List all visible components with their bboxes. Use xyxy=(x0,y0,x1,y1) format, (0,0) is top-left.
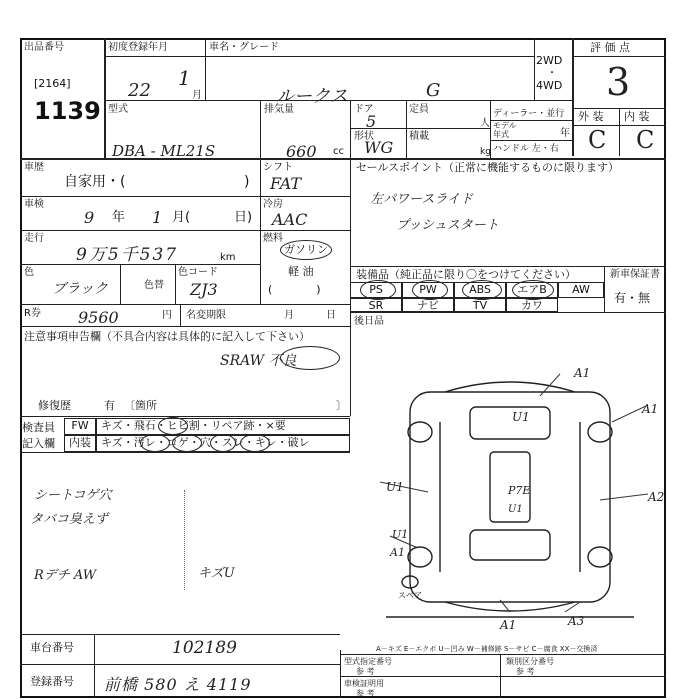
ref-label-2: 参 考 xyxy=(516,667,535,676)
center-mark: P7E xyxy=(508,484,531,497)
mark-a1-top: A1 xyxy=(574,366,591,380)
int-items: キズ・汚レ・コゲ・穴・スレ・キレ・破レ xyxy=(96,435,350,452)
month-label: 月 xyxy=(284,310,294,321)
shift-label: シフト xyxy=(263,162,293,173)
recycle-label: R券 xyxy=(24,308,41,319)
handle-label: ハンドル 左・右 xyxy=(493,144,559,154)
mark-u1-left: U1 xyxy=(386,480,404,494)
history-close: ) xyxy=(244,174,250,190)
divider xyxy=(490,140,572,141)
legend: A－キズ E－エクボ U－凹み W－補修跡 S－サビ C－腐食 XX－交換済 xyxy=(376,645,598,653)
divider xyxy=(350,312,666,313)
divider xyxy=(350,100,351,158)
equip-navi: ナビ xyxy=(402,298,454,312)
color-change-label: 色替 xyxy=(144,280,164,291)
inspection-year-unit: 年 xyxy=(112,210,126,225)
new-car-label: 新車保証書 xyxy=(610,269,660,280)
airbag-circle xyxy=(512,280,554,300)
equip-pw: PW xyxy=(402,282,454,298)
mark-a1-right: A1 xyxy=(642,402,659,416)
fuel-gasoline-circle xyxy=(280,240,332,260)
remark-3: Rデチ AW xyxy=(34,568,97,583)
exterior-label: 外 装 xyxy=(578,110,604,123)
door-value: 5 xyxy=(366,112,377,131)
inspection-year: 9 xyxy=(84,208,95,227)
stain-circle xyxy=(140,434,170,452)
fw-label: FW xyxy=(64,418,96,435)
shape-value: WG xyxy=(364,138,394,157)
divider xyxy=(20,304,350,305)
divider xyxy=(260,158,261,304)
chassis-label: 車台番号 xyxy=(30,641,74,654)
mileage-label: 走行 xyxy=(24,233,44,244)
score-label: 評 価 点 xyxy=(590,41,630,54)
divider xyxy=(205,38,206,100)
shape-label: 形状 xyxy=(354,131,374,142)
warranty-value: 有・無 xyxy=(614,291,651,305)
divider xyxy=(20,158,666,160)
divider xyxy=(572,56,666,57)
month-unit: 月 xyxy=(192,90,202,101)
inspector-label: 検査員 xyxy=(22,421,55,434)
notes-circle xyxy=(280,346,340,370)
inspection-month-unit: 月( xyxy=(172,210,191,225)
mark-a1-lowleft: A1 xyxy=(390,546,405,559)
door-label: ドア xyxy=(354,104,374,115)
spare-label: スペア xyxy=(398,591,422,600)
divider xyxy=(340,650,341,698)
kg-unit: kg xyxy=(480,147,491,157)
equip-airbag: エアB xyxy=(506,282,558,298)
capacity-label: 定員 xyxy=(409,104,429,115)
repair-bracket: 〔箇所 xyxy=(124,399,157,412)
divider xyxy=(340,676,666,677)
divider xyxy=(619,108,620,156)
mark-u1-top: U1 xyxy=(512,410,530,424)
chassis-value: 102189 xyxy=(172,638,237,658)
divider xyxy=(350,128,490,129)
divider xyxy=(104,100,572,101)
color-code-label: 色コード xyxy=(178,267,218,278)
fw-items: キズ・飛石・ヒビ割・リペア跡・×要 xyxy=(96,418,350,435)
divider xyxy=(20,264,260,265)
remark-4: キズU xyxy=(198,566,235,581)
reg-value: 前橋 580 え 4119 xyxy=(104,675,252,694)
model-label: 型式 xyxy=(108,104,128,115)
ps-circle xyxy=(360,280,396,300)
divider xyxy=(260,230,350,231)
divider xyxy=(20,416,350,417)
divider xyxy=(20,196,260,197)
sales-line1: 左パワースライド xyxy=(370,192,473,207)
ac-label: 冷房 xyxy=(263,199,283,210)
shift-value: FAT xyxy=(270,174,302,193)
car-name-label: 車名・グレード xyxy=(209,42,279,53)
drive-dot: ・ xyxy=(547,68,557,79)
history-label: 車歴 xyxy=(24,162,44,173)
lot-label: 出品番号 xyxy=(24,42,64,53)
equip-abs: ABS xyxy=(454,282,506,298)
mark-u1-low: U1 xyxy=(392,528,409,541)
divider xyxy=(175,264,176,304)
reg-label: 登録番号 xyxy=(30,675,74,688)
drive-4wd: 4WD xyxy=(536,79,563,92)
divider xyxy=(20,664,340,665)
divider xyxy=(406,100,407,158)
burn-circle xyxy=(172,434,202,452)
divider xyxy=(120,264,121,304)
equip-tv: TV xyxy=(454,298,506,312)
remark-1: シートコゲ穴 xyxy=(34,488,112,503)
mark-a1-bottom: A1 xyxy=(500,618,517,632)
ac-value: AAC xyxy=(272,210,308,229)
cc-unit: cc xyxy=(333,146,344,157)
abs-circle xyxy=(462,280,502,300)
divider xyxy=(20,326,350,327)
after-delivery-label: 後日品 xyxy=(354,316,384,327)
equip-sr: SR xyxy=(350,298,402,312)
equip-leather: カワ xyxy=(506,298,558,312)
model-value: DBA - ML21S xyxy=(112,142,216,160)
type-cert-label: 型式指定番号 xyxy=(344,657,392,666)
entry-label: 記入欄 xyxy=(22,437,55,450)
class-label: 類別区分番号 xyxy=(506,657,554,666)
notes-label: 注意事項申告欄（不具合内容は具体的に記入して下さい） xyxy=(24,330,310,343)
grade: G xyxy=(426,80,441,101)
mark-a3: A3 xyxy=(568,614,585,628)
fuel-bracket: ( ) xyxy=(268,283,321,296)
equip-ps: PS xyxy=(350,282,402,298)
interior-grade: C xyxy=(636,126,655,154)
equipment-label: 装備品（純正品に限り〇をつけてください） xyxy=(356,268,576,281)
divider xyxy=(20,452,350,453)
inspection-month: 1 xyxy=(152,208,163,227)
reg-cert-label: 車検証明用 xyxy=(344,679,384,688)
person-unit: 人 xyxy=(480,118,490,129)
fuel-diesel: 軽 油 xyxy=(288,265,314,278)
int-label: 内装 xyxy=(64,435,96,452)
mileage-value: 9万5千537 xyxy=(76,245,179,265)
inspection-label: 車検 xyxy=(24,199,44,210)
load-label: 積載 xyxy=(409,131,429,142)
scuff-circle xyxy=(240,434,270,452)
dotted-guide xyxy=(184,490,185,590)
lot-code: [2164] xyxy=(34,77,71,90)
notes-handwritten: SRAW 不良 xyxy=(220,353,297,369)
divider xyxy=(180,304,181,326)
repair-value: 有 xyxy=(104,399,115,412)
displacement-label: 排気量 xyxy=(264,104,294,115)
divider xyxy=(94,634,95,698)
displacement-value: 660 xyxy=(286,142,317,161)
car-name: ルークス xyxy=(276,86,348,107)
yen-unit: 円 xyxy=(162,310,172,321)
stone-circle xyxy=(158,417,188,435)
repair-label: 修復歴 xyxy=(38,399,71,412)
divider xyxy=(260,100,261,158)
drive-2wd: 2WD xyxy=(536,54,563,67)
interior-label: 内 装 xyxy=(624,110,650,123)
exterior-grade: C xyxy=(588,126,607,154)
model-year-label2: 年式 xyxy=(493,130,509,139)
history-value: 自家用・( xyxy=(64,174,126,190)
sales-label: セールスポイント（正常に機能するものに限ります） xyxy=(356,161,620,174)
first-reg-year: 22 xyxy=(128,80,151,101)
equip-aw: AW xyxy=(558,282,604,298)
mark-a2: A2 xyxy=(648,490,665,504)
recycle-value: 9560 xyxy=(78,308,119,327)
name-change-label: 名変期限 xyxy=(186,310,226,321)
remark-2: タバコ臭えず xyxy=(30,512,108,527)
pw-circle xyxy=(412,280,448,300)
divider xyxy=(260,196,350,197)
inspection-day-unit: 日) xyxy=(234,210,253,225)
first-reg-month: 1 xyxy=(178,66,191,90)
divider xyxy=(104,56,534,57)
km-unit: km xyxy=(220,252,236,263)
hole-circle xyxy=(210,434,236,452)
divider xyxy=(350,266,666,267)
color-code-value: ZJ3 xyxy=(190,280,218,299)
model-year-label: モデル xyxy=(493,121,517,130)
lot-number: 1139 xyxy=(34,97,101,125)
color-label: 色 xyxy=(24,267,34,278)
ref-label: 参 考 xyxy=(356,667,375,676)
fuel-gasoline: ガソリン xyxy=(284,243,328,256)
dealer-label: ディーラー・並行 xyxy=(493,109,565,119)
divider xyxy=(604,266,605,312)
divider xyxy=(20,230,260,231)
ref-label-3: 参 考 xyxy=(356,689,375,698)
divider xyxy=(20,634,340,635)
divider xyxy=(534,38,535,100)
divider xyxy=(340,654,666,655)
sales-line2: プッシュスタート xyxy=(396,218,499,233)
center-mark-2: U1 xyxy=(508,504,523,515)
divider xyxy=(490,100,491,158)
year-unit: 年 xyxy=(560,128,570,139)
first-reg-label: 初度登録年月 xyxy=(108,42,168,53)
repair-close: 〕 xyxy=(336,399,347,412)
score-value: 3 xyxy=(606,60,631,104)
day-label: 日 xyxy=(326,310,336,321)
fuel-label: 燃料 xyxy=(263,233,283,244)
color-value: ブラック xyxy=(52,281,108,297)
